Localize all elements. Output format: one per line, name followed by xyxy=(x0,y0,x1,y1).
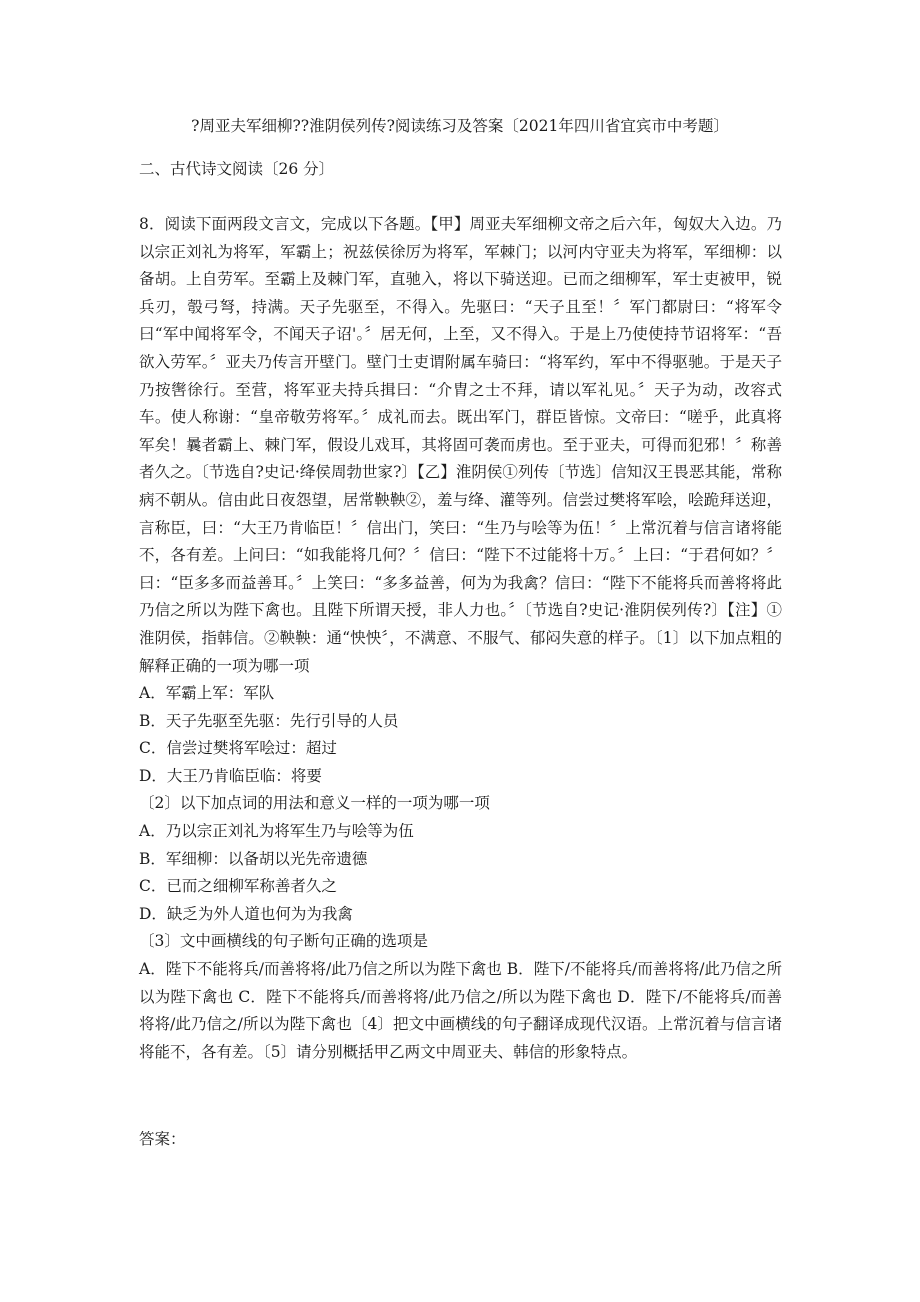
q1-option-b: B．天子先驱至先驱：先行引导的人员 xyxy=(139,711,399,730)
q2-option-b: B．军细柳：以备胡以光先帝遗德 xyxy=(139,849,368,868)
q1-option-c: C．信尝过樊将军哙过：超过 xyxy=(139,739,337,758)
section-heading: 二、古代诗文阅读〔26 分〕 xyxy=(139,160,335,178)
q2-option-a: A．乃以宗正刘礼为将军生乃与哙等为伍 xyxy=(139,822,414,841)
q2-option-d: D．缺乏为外人道也何为为我禽 xyxy=(139,904,353,923)
passage-text: 8．阅读下面两段文言文，完成以下各题。【甲】周亚夫军细柳文帝之后六年，匈奴大入边。乃以宗正刘礼为将军，军霸上；祝兹侯徐厉为将军，军棘门；以河内守亚夫为将军，军细柳：以备胡。上自劳军。至霸上及棘门军，直驰入，将以下骑送迎。已而之细柳军，军士吏被甲，锐兵刃，彀弓弩，持满。天子先驱至，不得入。先驱曰：“天子且至！〞军门都尉曰：“将军令曰“军中闻将军令，不闻天子诏'。〞居无何，上至，又不得入。于是上乃使使持节诏将军：“吾欲入劳军。〞亚夫乃传言开壁门。壁门士吏谓附属车骑曰：“将军约，军中不得驱驰。于是天子乃按辔徐行。至营，将军亚夫持兵揖曰：“介胄之士不拜，请以军礼见。〞天子为动，改容式车。使人称谢：“皇帝敬劳将军。〞成礼而去。既出军门，群臣皆惊。文帝曰：“嗟乎，此真将军矣！曩者霸上、棘门军，假设儿戏耳，其将固可袭而虏也。至于亚夫，可得而犯邪！〞称善者久之。〔节选自?史记·绛侯周勃世家?〕【乙】淮阴侯①列传〔节选〕信知汉王畏恶其能，常称病不朝从。信由此日夜怨望，居常鞅鞅②，羞与绛、灌等列。信尝过樊将军哙，哙跪拜送迎，言称臣，曰：“大王乃肯临臣！〞信出门，笑曰：“生乃与哙等为伍！〞上常沉着与信言诸将能不，各有差。上问曰：“如我能将几何？〞信曰：“陛下不过能将十万。〞上曰：“于君何如？〞曰：“臣多多而益善耳。〞上笑曰：“多多益善，何为为我禽？信曰：“陛下不能将兵而善将将此乃信之所以为陛下禽也。且陛下所谓天授，非人力也。〞〔节选自?史记·淮阴侯列传?〕【注】①淮阴侯，指韩信。②鞅鞅：通“怏怏〞，不满意、不服气、郁闷失意的样子。〔1〕以下加点粗的解释正确的一项为哪一项 xyxy=(139,215,782,675)
q1-option-a: A．军霸上军：军队 xyxy=(139,684,275,703)
q3-stem: 〔3〕文中画横线的句子断句正确的选项是 xyxy=(139,932,428,951)
q1-option-d: D．大王乃肯临臣临：将要 xyxy=(139,766,322,785)
question-body xyxy=(139,211,782,1066)
document-title: ?周亚夫军细柳??淮阴侯列传?阅读练习及答案〔2021年四川省宜宾市中考题〕 xyxy=(191,117,729,135)
answer-label: 答案： xyxy=(139,1130,186,1148)
q3-options-and-more: A．陛下不能将兵/而善将将/此乃信之所以为陛下禽也 B．陛下/不能将兵/而善将将/此乃信之所以为陛下禽也 C．陛下不能将兵/而善将将/此乃信之/所以为陛下禽也 D．陛下/不能将兵/而善将将/此乃信之/所以为陛下禽也〔4〕把文中画横线的句子翻译成现代汉语。上常沉着与信言诸将能不，各有差。〔5〕请分别概括甲乙两文中周亚夫、韩信的形象特点。 xyxy=(139,960,782,1061)
q2-stem: 〔2〕以下加点词的用法和意义一样的一项为哪一项 xyxy=(139,794,490,813)
q2-option-c: C．已而之细柳军称善者久之 xyxy=(139,877,337,896)
